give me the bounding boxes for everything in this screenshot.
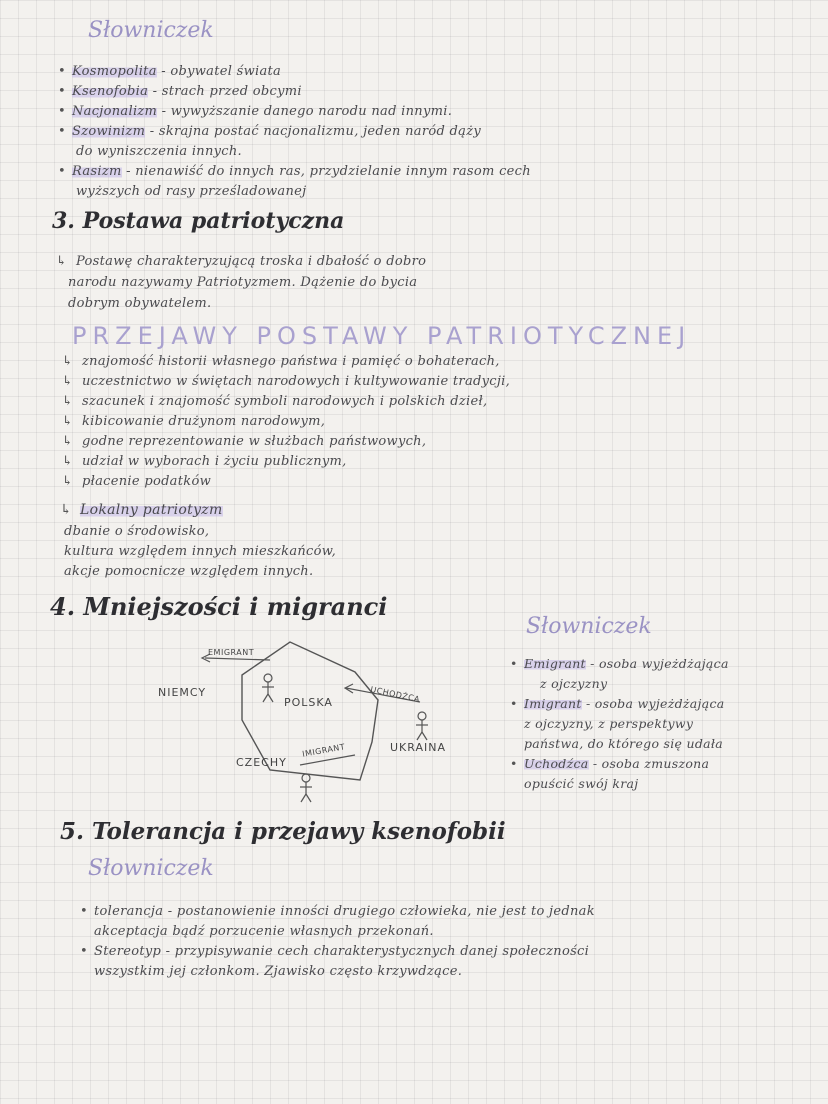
label-emigrant: EMIGRANT: [208, 648, 255, 657]
przejawy-caps-title: PRZEJAWY POSTAWY PATRIOTYCZNEJ: [72, 322, 692, 350]
dictionary-title-3: Słowniczek: [88, 856, 214, 881]
przejawy-item-2: ↳ szacunek i znajomość symboli narodowych i polskich dzieł,: [62, 394, 488, 409]
dict1-item-1: • Ksenofobia - strach przed obcymi: [58, 84, 302, 99]
lokalny-line-0: dbanie o środowisko,: [64, 524, 210, 539]
person-icon-poland: [262, 674, 274, 702]
person-icon-czech: [300, 774, 312, 802]
dict2-item-2-cont: opuścić swój kraj: [524, 776, 639, 791]
term: Nacjonalizm: [72, 104, 158, 119]
migration-diagram: [150, 630, 490, 810]
dict3-line-1: akceptacja bądź porzucenie własnych przekonań.: [94, 924, 434, 939]
term: Kosmopolita: [72, 64, 157, 79]
dict1-item-3: • Szowinizm - skrajna postać nacjonalizmu, jeden naród dąży: [58, 124, 481, 139]
section-4-title: 4. Mniejszości i migranci: [50, 592, 388, 621]
dict1-item-2: • Nacjonalizm - wywyższanie danego narodu nad innymi.: [58, 104, 453, 119]
lokalny-line-1: kultura względem innych mieszkańców,: [64, 544, 337, 559]
dict1-item-5: • Rasizm - nienawiść do innych ras, przydzielanie innym rasom cech: [58, 164, 531, 179]
label-uchodzca: UCHODŹCA: [369, 684, 421, 705]
def: wywyższanie danego narodu nad innymi.: [170, 104, 453, 119]
dict2-item-1: • Imigrant - osoba wyjeżdżająca: [510, 696, 725, 711]
def: obywatel świata: [170, 64, 282, 79]
dictionary-title-1: Słowniczek: [88, 18, 214, 43]
przejawy-item-3: ↳ kibicowanie drużynom narodowym,: [62, 414, 326, 429]
label-ukraina: UKRAINA: [390, 741, 446, 754]
term: Ksenofobia: [72, 84, 149, 99]
dict2-item-0: • Emigrant - osoba wyjeżdżająca: [510, 656, 729, 671]
dict2-item-1-cont-1: państwa, do którego się udała: [524, 736, 724, 751]
dictionary-title-2: Słowniczek: [526, 614, 652, 639]
person-icon-ukraine: [416, 712, 428, 740]
lokalny-patriotyzm-title: ↳ Lokalny patriotyzm: [60, 502, 223, 518]
przejawy-item-6: ↳ płacenie podatków: [62, 474, 211, 489]
emigrant-arrow: [205, 658, 270, 660]
label-imigrant: IMIGRANT: [301, 742, 346, 759]
term: Szowinizm: [72, 124, 146, 139]
przejawy-item-4: ↳ godne reprezentowanie w służbach państwowych,: [62, 434, 427, 449]
przejawy-item-0: ↳ znajomość historii własnego państwa i pamięć o bohaterach,: [62, 354, 500, 369]
def: strach przed obcymi: [161, 84, 302, 99]
dict3-line-2: • Stereotyp - przypisywanie cech charakterystycznych danej społeczności: [80, 944, 590, 959]
term: Rasizm: [72, 164, 122, 179]
def: skrajna postać nacjonalizmu, jeden naród dąży: [158, 124, 481, 139]
dict1-item-0: • Kosmopolita - obywatel świata: [58, 64, 282, 79]
def: nienawiść do innych ras, przydzielanie innym rasom cech: [135, 164, 531, 179]
section-3-intro-1: narodu nazywamy Patriotyzmem. Dążenie do bycia: [68, 275, 418, 290]
section-3-intro-2: dobrym obywatelem.: [68, 296, 212, 311]
dict1-item-4: [76, 144, 242, 159]
def: wyższych od rasy prześladowanej: [76, 184, 307, 199]
label-niemcy: NIEMCY: [158, 686, 207, 699]
label-czechy: CZECHY: [236, 756, 287, 769]
label-polska: POLSKA: [284, 696, 333, 709]
def: do wyniszczenia innych.: [76, 144, 242, 159]
dict1-item-6: [76, 184, 306, 199]
section-5-title: 5. Tolerancja i przejawy ksenofobii: [60, 818, 506, 845]
dict3-line-3: wszystkim jej członkom. Zjawisko często krzywdzące.: [94, 964, 463, 979]
dict2-item-0-cont: z ojczyzny: [540, 676, 608, 691]
dict2-item-1-cont-0: z ojczyzny, z perspektywy: [524, 716, 694, 731]
dict2-item-2: • Uchodźca - osoba zmuszona: [510, 756, 710, 771]
section-3-intro-0: ↳ Postawę charakteryzującą troska i dbałość o dobro: [56, 254, 427, 269]
section-3-title: 3. Postawa patriotyczna: [52, 208, 345, 234]
przejawy-item-5: ↳ udział w wyborach i życiu publicznym,: [62, 454, 347, 469]
przejawy-item-1: ↳ uczestnictwo w świętach narodowych i kultywowanie tradycji,: [62, 374, 511, 389]
lokalny-line-2: akcje pomocnicze względem innych.: [64, 564, 314, 579]
dict3-line-0: • tolerancja - postanowienie inności drugiego człowieka, nie jest to jednak: [80, 904, 595, 919]
